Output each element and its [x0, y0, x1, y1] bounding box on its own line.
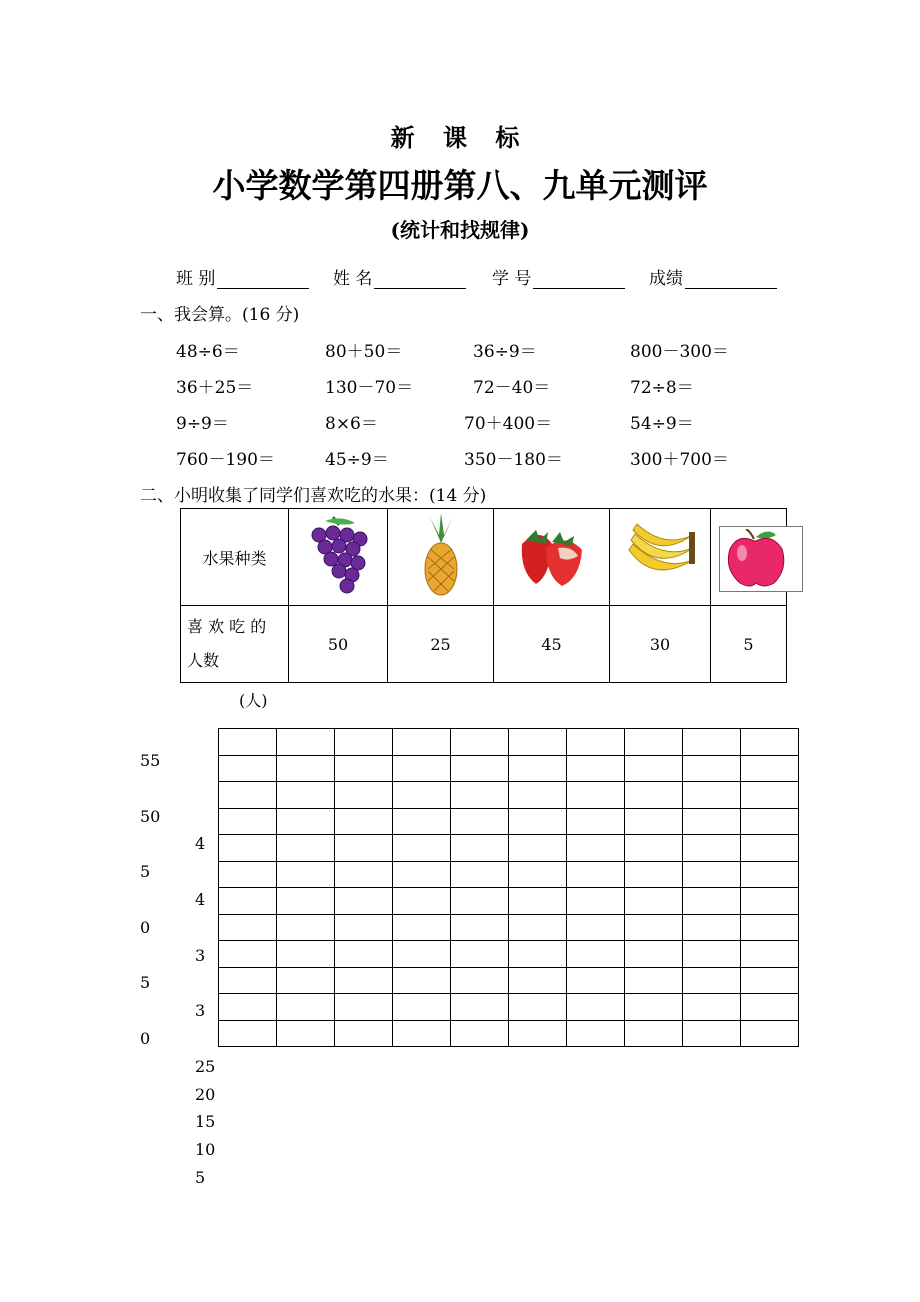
grid-cell[interactable]: [567, 888, 625, 915]
grid-cell[interactable]: [567, 861, 625, 888]
grid-cell[interactable]: [219, 808, 277, 835]
student-id-label: 学 号: [492, 269, 532, 289]
grid-cell[interactable]: [625, 1020, 683, 1047]
grid-cell[interactable]: [393, 808, 451, 835]
grid-cell[interactable]: [451, 755, 509, 782]
grid-cell[interactable]: [741, 1020, 799, 1047]
score-field[interactable]: [649, 264, 777, 289]
grid-cell[interactable]: [567, 994, 625, 1021]
grid-cell[interactable]: [393, 994, 451, 1021]
grid-cell[interactable]: [335, 835, 393, 862]
grid-row: [219, 861, 799, 888]
problem: 72÷8＝: [630, 378, 694, 398]
grid-row: [219, 994, 799, 1021]
grid-cell[interactable]: [683, 782, 741, 809]
grid-row: [219, 835, 799, 862]
grid-cell[interactable]: [335, 914, 393, 941]
class-label: 班 别: [176, 269, 216, 289]
grid-cell[interactable]: [509, 1020, 567, 1047]
grid-cell[interactable]: [683, 914, 741, 941]
grid-cell[interactable]: [625, 914, 683, 941]
grid-cell[interactable]: [277, 941, 335, 968]
grid-cell[interactable]: [741, 808, 799, 835]
grid-cell[interactable]: [625, 941, 683, 968]
grid-cell[interactable]: [741, 941, 799, 968]
grid-cell[interactable]: [567, 755, 625, 782]
grid-cell[interactable]: [625, 861, 683, 888]
grid-cell[interactable]: [451, 994, 509, 1021]
grid-cell[interactable]: [741, 914, 799, 941]
grid-cell[interactable]: [683, 994, 741, 1021]
problem: 8×6＝: [325, 414, 378, 434]
grid-cell[interactable]: [451, 861, 509, 888]
fruit-cell: [494, 509, 610, 606]
grid-cell[interactable]: [625, 782, 683, 809]
grid-cell[interactable]: [683, 1020, 741, 1047]
grapes-icon: [303, 513, 373, 597]
grid-cell[interactable]: [393, 755, 451, 782]
page-title: 小学数学第四册第八、九单元测评: [212, 166, 708, 205]
grid-cell[interactable]: [567, 967, 625, 994]
grid-cell[interactable]: [509, 782, 567, 809]
fruit-count: 25: [388, 606, 494, 683]
grid-row: [219, 888, 799, 915]
grid-cell[interactable]: [683, 888, 741, 915]
fruit-cell: [711, 509, 787, 606]
grid-cell[interactable]: [393, 1020, 451, 1047]
axis-label: 50: [140, 807, 161, 826]
grid-cell[interactable]: [625, 967, 683, 994]
grid-cell[interactable]: [567, 835, 625, 862]
axis-label: 3: [195, 946, 206, 965]
grid-cell[interactable]: [335, 861, 393, 888]
problem: 36＋25＝: [176, 378, 254, 398]
section2-heading: 二、小明收集了同学们喜欢吃的水果：(14 分): [140, 486, 487, 506]
problem: 130－70＝: [325, 378, 414, 398]
banana-icon: [623, 520, 697, 590]
grid-cell[interactable]: [393, 967, 451, 994]
grid-cell[interactable]: [393, 914, 451, 941]
grid-cell[interactable]: [741, 835, 799, 862]
grid-cell[interactable]: [567, 729, 625, 756]
grid-cell[interactable]: [277, 861, 335, 888]
grid-cell[interactable]: [219, 782, 277, 809]
student-id-input-line[interactable]: [533, 270, 625, 289]
problem: 80＋50＝: [325, 342, 403, 362]
grid-cell[interactable]: [277, 782, 335, 809]
grid-cell[interactable]: [451, 888, 509, 915]
grid-cell[interactable]: [219, 888, 277, 915]
axis-label: 5: [195, 1168, 206, 1187]
fruit-count: 45: [494, 606, 610, 683]
grid-cell[interactable]: [625, 755, 683, 782]
axis-label: 0: [140, 1029, 151, 1048]
grid-cell[interactable]: [683, 861, 741, 888]
page-subtitle: (统计和找规律): [390, 218, 530, 242]
grid-cell[interactable]: [393, 782, 451, 809]
grid-cell[interactable]: [451, 808, 509, 835]
problem: 300＋700＝: [630, 450, 729, 470]
header-tag: 新 课 标: [390, 123, 530, 152]
grid-cell[interactable]: [335, 808, 393, 835]
grid-cell[interactable]: [219, 755, 277, 782]
grid-cell[interactable]: [335, 967, 393, 994]
grid-cell[interactable]: [393, 729, 451, 756]
grid-row: [219, 782, 799, 809]
unit-label: (人): [239, 691, 268, 710]
axis-label: 5: [140, 973, 151, 992]
grid-cell[interactable]: [219, 835, 277, 862]
grid-cell[interactable]: [219, 729, 277, 756]
grid-row: [219, 808, 799, 835]
grid-cell[interactable]: [509, 861, 567, 888]
grid-cell[interactable]: [567, 808, 625, 835]
grid-cell[interactable]: [625, 729, 683, 756]
grid-row: [219, 967, 799, 994]
grid-cell[interactable]: [393, 941, 451, 968]
grid-cell[interactable]: [625, 835, 683, 862]
grid-cell[interactable]: [277, 888, 335, 915]
grid-cell[interactable]: [335, 755, 393, 782]
grid-cell[interactable]: [741, 729, 799, 756]
grid-cell[interactable]: [277, 1020, 335, 1047]
problem: 70＋400＝: [464, 414, 553, 434]
grid-cell[interactable]: [335, 1020, 393, 1047]
grid-cell[interactable]: [277, 835, 335, 862]
likes-count-header: 喜 欢 吃 的 人数: [181, 606, 289, 683]
section1-heading: 一、我会算。(16 分): [140, 305, 300, 325]
grid-cell[interactable]: [683, 941, 741, 968]
grid-cell[interactable]: [393, 888, 451, 915]
axis-label: 20: [195, 1085, 216, 1104]
problem: 800－300＝: [630, 342, 729, 362]
axis-label: 15: [195, 1112, 216, 1131]
grid-cell[interactable]: [451, 1020, 509, 1047]
grid-cell[interactable]: [451, 782, 509, 809]
score-input-line[interactable]: [685, 270, 777, 289]
grid-row: [219, 914, 799, 941]
grid-cell[interactable]: [741, 967, 799, 994]
grid-cell[interactable]: [219, 967, 277, 994]
grid-cell[interactable]: [277, 994, 335, 1021]
grid-cell[interactable]: [219, 861, 277, 888]
problem: 36÷9＝: [473, 342, 537, 362]
grid-cell[interactable]: [509, 914, 567, 941]
grid-cell[interactable]: [335, 888, 393, 915]
grid-cell[interactable]: [335, 782, 393, 809]
grid-cell[interactable]: [277, 914, 335, 941]
grid-cell[interactable]: [451, 967, 509, 994]
grid-cell[interactable]: [683, 835, 741, 862]
axis-label: 25: [195, 1057, 216, 1076]
grid-cell[interactable]: [219, 994, 277, 1021]
grid-cell[interactable]: [451, 835, 509, 862]
grid-cell[interactable]: [509, 994, 567, 1021]
score-label: 成绩: [649, 269, 683, 289]
grid-cell[interactable]: [509, 967, 567, 994]
grid-cell[interactable]: [219, 914, 277, 941]
grid-cell[interactable]: [567, 782, 625, 809]
axis-label: 4: [195, 890, 206, 909]
axis-label: 5: [140, 862, 151, 881]
axis-label: 3: [195, 1001, 206, 1020]
fruit-table: [180, 508, 787, 683]
name-field[interactable]: [333, 264, 466, 289]
problem: 9÷9＝: [176, 414, 229, 434]
grid-cell[interactable]: [683, 808, 741, 835]
grid-cell[interactable]: [567, 941, 625, 968]
grid-cell[interactable]: [625, 808, 683, 835]
grid-cell[interactable]: [451, 941, 509, 968]
problem: 72－40＝: [473, 378, 551, 398]
grid-cell[interactable]: [219, 941, 277, 968]
grid-cell[interactable]: [393, 861, 451, 888]
grid-cell[interactable]: [335, 994, 393, 1021]
grid-cell[interactable]: [683, 755, 741, 782]
grid-cell[interactable]: [277, 808, 335, 835]
class-input-line[interactable]: [217, 270, 309, 289]
axis-label: 4: [195, 834, 206, 853]
grid-cell[interactable]: [683, 967, 741, 994]
apple-icon: [724, 529, 794, 589]
grid-row: [219, 1020, 799, 1047]
grid-cell[interactable]: [567, 914, 625, 941]
grid-row: [219, 941, 799, 968]
grid-cell[interactable]: [451, 729, 509, 756]
grid-cell[interactable]: [509, 729, 567, 756]
grid-cell[interactable]: [509, 808, 567, 835]
grid-cell[interactable]: [219, 1020, 277, 1047]
strawberry-icon: [516, 520, 588, 590]
grid-cell[interactable]: [277, 967, 335, 994]
grid-cell[interactable]: [741, 888, 799, 915]
grid-cell[interactable]: [393, 835, 451, 862]
grid-cell[interactable]: [509, 941, 567, 968]
fruit-count: 50: [289, 606, 388, 683]
apple-frame: [719, 526, 803, 592]
grid-cell[interactable]: [277, 729, 335, 756]
grid-cell[interactable]: [567, 1020, 625, 1047]
grid-cell[interactable]: [741, 755, 799, 782]
grid-cell[interactable]: [509, 888, 567, 915]
fruit-cell: [388, 509, 494, 606]
grid-cell[interactable]: [741, 782, 799, 809]
problem: 350－180＝: [464, 450, 563, 470]
fruit-cell: [289, 509, 388, 606]
grid-cell[interactable]: [509, 835, 567, 862]
axis-label: 10: [195, 1140, 216, 1159]
pineapple-icon: [416, 513, 466, 597]
grid-row: [219, 729, 799, 756]
problem: 48÷6＝: [176, 342, 240, 362]
problem: 760－190＝: [176, 450, 275, 470]
axis-label: 0: [140, 918, 151, 937]
name-label: 姓 名: [333, 269, 373, 289]
problem: 45÷9＝: [325, 450, 389, 470]
student-id-field[interactable]: [492, 264, 625, 289]
grid-cell[interactable]: [741, 994, 799, 1021]
grid-cell[interactable]: [335, 941, 393, 968]
fruit-type-header: 水果种类: [181, 509, 289, 606]
problem: 54÷9＝: [630, 414, 694, 434]
chart-grid[interactable]: [218, 728, 799, 1047]
grid-row: [219, 755, 799, 782]
grid-cell[interactable]: [335, 729, 393, 756]
grid-cell[interactable]: [741, 861, 799, 888]
grid-cell[interactable]: [277, 755, 335, 782]
class-field[interactable]: [176, 264, 309, 289]
grid-cell[interactable]: [509, 755, 567, 782]
grid-cell[interactable]: [625, 994, 683, 1021]
axis-label: 55: [140, 751, 161, 770]
grid-cell[interactable]: [625, 888, 683, 915]
fruit-cell: [610, 509, 711, 606]
name-input-line[interactable]: [374, 270, 466, 289]
grid-cell[interactable]: [683, 729, 741, 756]
fruit-count: 5: [711, 606, 787, 683]
fruit-count: 30: [610, 606, 711, 683]
grid-cell[interactable]: [451, 914, 509, 941]
